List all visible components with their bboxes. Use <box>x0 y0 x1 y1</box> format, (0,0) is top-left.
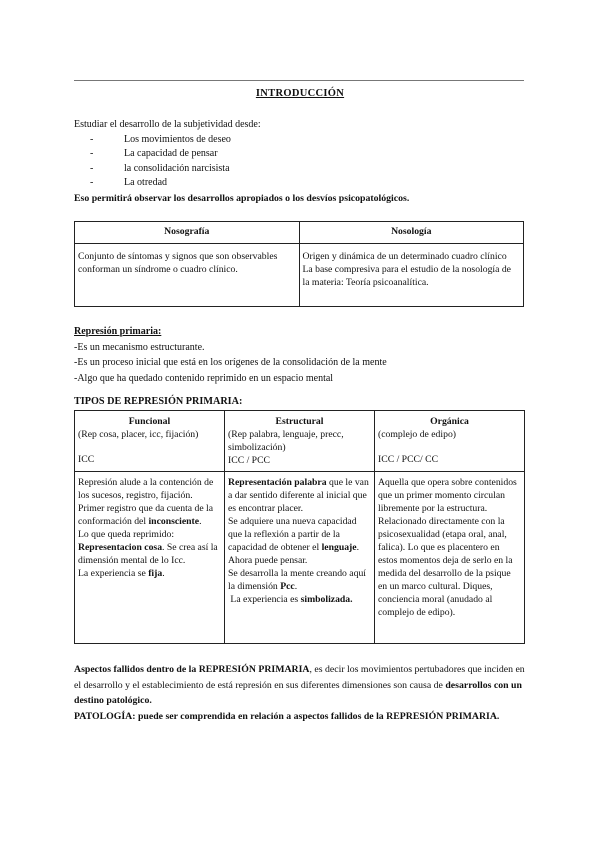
estructural-text: Se desarrolla la mente creando aquí la dimensión Pcc. <box>228 568 366 592</box>
footer-section <box>74 662 526 724</box>
table-cell <box>225 472 375 644</box>
intro-list <box>74 133 261 191</box>
funcional-text: Represión alude a la contención de los sucesos, registro, fijación. <box>78 477 214 501</box>
column-codes: ICC <box>78 454 95 465</box>
tipos-table <box>74 410 525 644</box>
funcional-text: Lo que queda reprimido: <box>78 529 175 540</box>
table-cell <box>75 244 300 307</box>
table-cell <box>299 244 524 307</box>
table-cell <box>375 472 525 644</box>
intro-conclusion: Eso permitirá observar los desarrollos apropiados o los desvíos psicopatológicos. <box>74 193 410 204</box>
nosologia-text-1: Origen y dinámica de un determinado cuadro clínico <box>302 251 507 262</box>
list-item: - Los movimientos de deseo <box>90 133 261 148</box>
nosologia-text-2: La base compresiva para el estudio de la nosología de la materia: Teoría psicoanalítica. <box>302 264 511 288</box>
list-item: - La otredad <box>90 176 261 191</box>
represion-line: -Es un mecanismo estructurante. <box>74 341 205 353</box>
bold-term: inconsciente <box>148 516 200 527</box>
represion-line: -Es un proceso inicial que está en los orígenes de la consolidación de la mente <box>74 357 387 368</box>
organica-text: Aquella que opera sobre contenidos que un primer momento circulan libremente por la estructura. <box>378 477 517 514</box>
table-cell <box>75 411 225 472</box>
page-title: INTRODUCCIÓN <box>255 88 345 99</box>
intro-lead: Estudiar el desarrollo de la subjetividad desde: <box>74 119 261 130</box>
footer-patologia: PATOLOGÍA: puede ser comprendida en relación a aspectos fallidos de la REPRESIÓN PRIMARIA. <box>74 710 500 722</box>
nosografia-text: Conjunto de síntomas y signos que son observables conforman un síndrome o cuadro clínico. <box>78 251 278 275</box>
funcional-text: Representacion cosa. Se crea así la dimensión mental de lo Icc. <box>78 542 218 566</box>
represion-heading: Represión primaria: <box>74 326 162 337</box>
bold-term: Pcc <box>280 581 295 592</box>
header-rule <box>74 80 524 81</box>
column-subtitle: (Rep cosa, placer, icc, fijación) <box>78 429 199 440</box>
list-item: - la consolidación narcisista <box>90 162 261 177</box>
column-title: Estructural <box>275 416 324 427</box>
estructural-text: Se adquiere una nueva capacidad que la reflexión a partir de la capacidad de obtener el lenguaje. Ahora puede pensar. <box>228 516 359 566</box>
column-title: Orgánica <box>430 416 469 427</box>
intro-section <box>74 118 261 191</box>
column-codes: ICC / PCC <box>228 455 270 466</box>
column-title: Funcional <box>128 416 171 427</box>
table-cell <box>375 411 525 472</box>
funcional-text: Primer registro que da cuenta de la conformación del inconsciente. <box>78 503 214 527</box>
nosografia-table <box>74 221 524 307</box>
column-subtitle: (complejo de edipo) <box>378 429 457 440</box>
table-header: Nosología <box>299 222 524 244</box>
tipos-heading: TIPOS DE REPRESIÓN PRIMARIA: <box>74 396 243 407</box>
organica-text: Relacionado directamente con la psicosexualidad (etapa oral, anal, falica). Lo que es placentero en estos momentos deja de serlo en la medida del desarrollo de la psique en un marco cultural. Diques, conciencia moral (anudado al complejo de edipo). <box>378 516 513 618</box>
bold-term: Representacion cosa <box>78 542 163 553</box>
represion-section <box>74 324 387 386</box>
bold-term: Representación palabra <box>228 477 327 488</box>
column-subtitle: (Rep palabra, lenguaje, precc, simbolización) <box>228 429 344 453</box>
list-item: - La capacidad de pensar <box>90 147 261 162</box>
column-codes: ICC / PCC/ CC <box>378 454 439 465</box>
funcional-text: La experiencia se fija. <box>78 568 165 579</box>
estructural-text: La experiencia es simbolizada. <box>230 594 353 605</box>
bold-term: lenguaje <box>321 542 357 553</box>
bold-term: fija <box>148 568 163 579</box>
footer-paragraph: Aspectos fallidos dentro de la REPRESIÓN PRIMARIA, es decir los movimientos pertubadores que inciden en el desarrollo y el establecimiento de está represión en sus diferentes dimensiones son causa de desarrollos con un destino patológico. <box>74 664 525 706</box>
table-cell <box>75 472 225 644</box>
bold-term: simbolizada. <box>300 594 353 605</box>
represion-line: -Algo que ha quedado contenido reprimido en un espacio mental <box>74 372 334 384</box>
table-cell <box>225 411 375 472</box>
table-header: Nosografía <box>75 222 300 244</box>
estructural-text: Representación palabra que le van a dar sentido diferente al inicial que es encontrar placer. <box>228 477 369 514</box>
